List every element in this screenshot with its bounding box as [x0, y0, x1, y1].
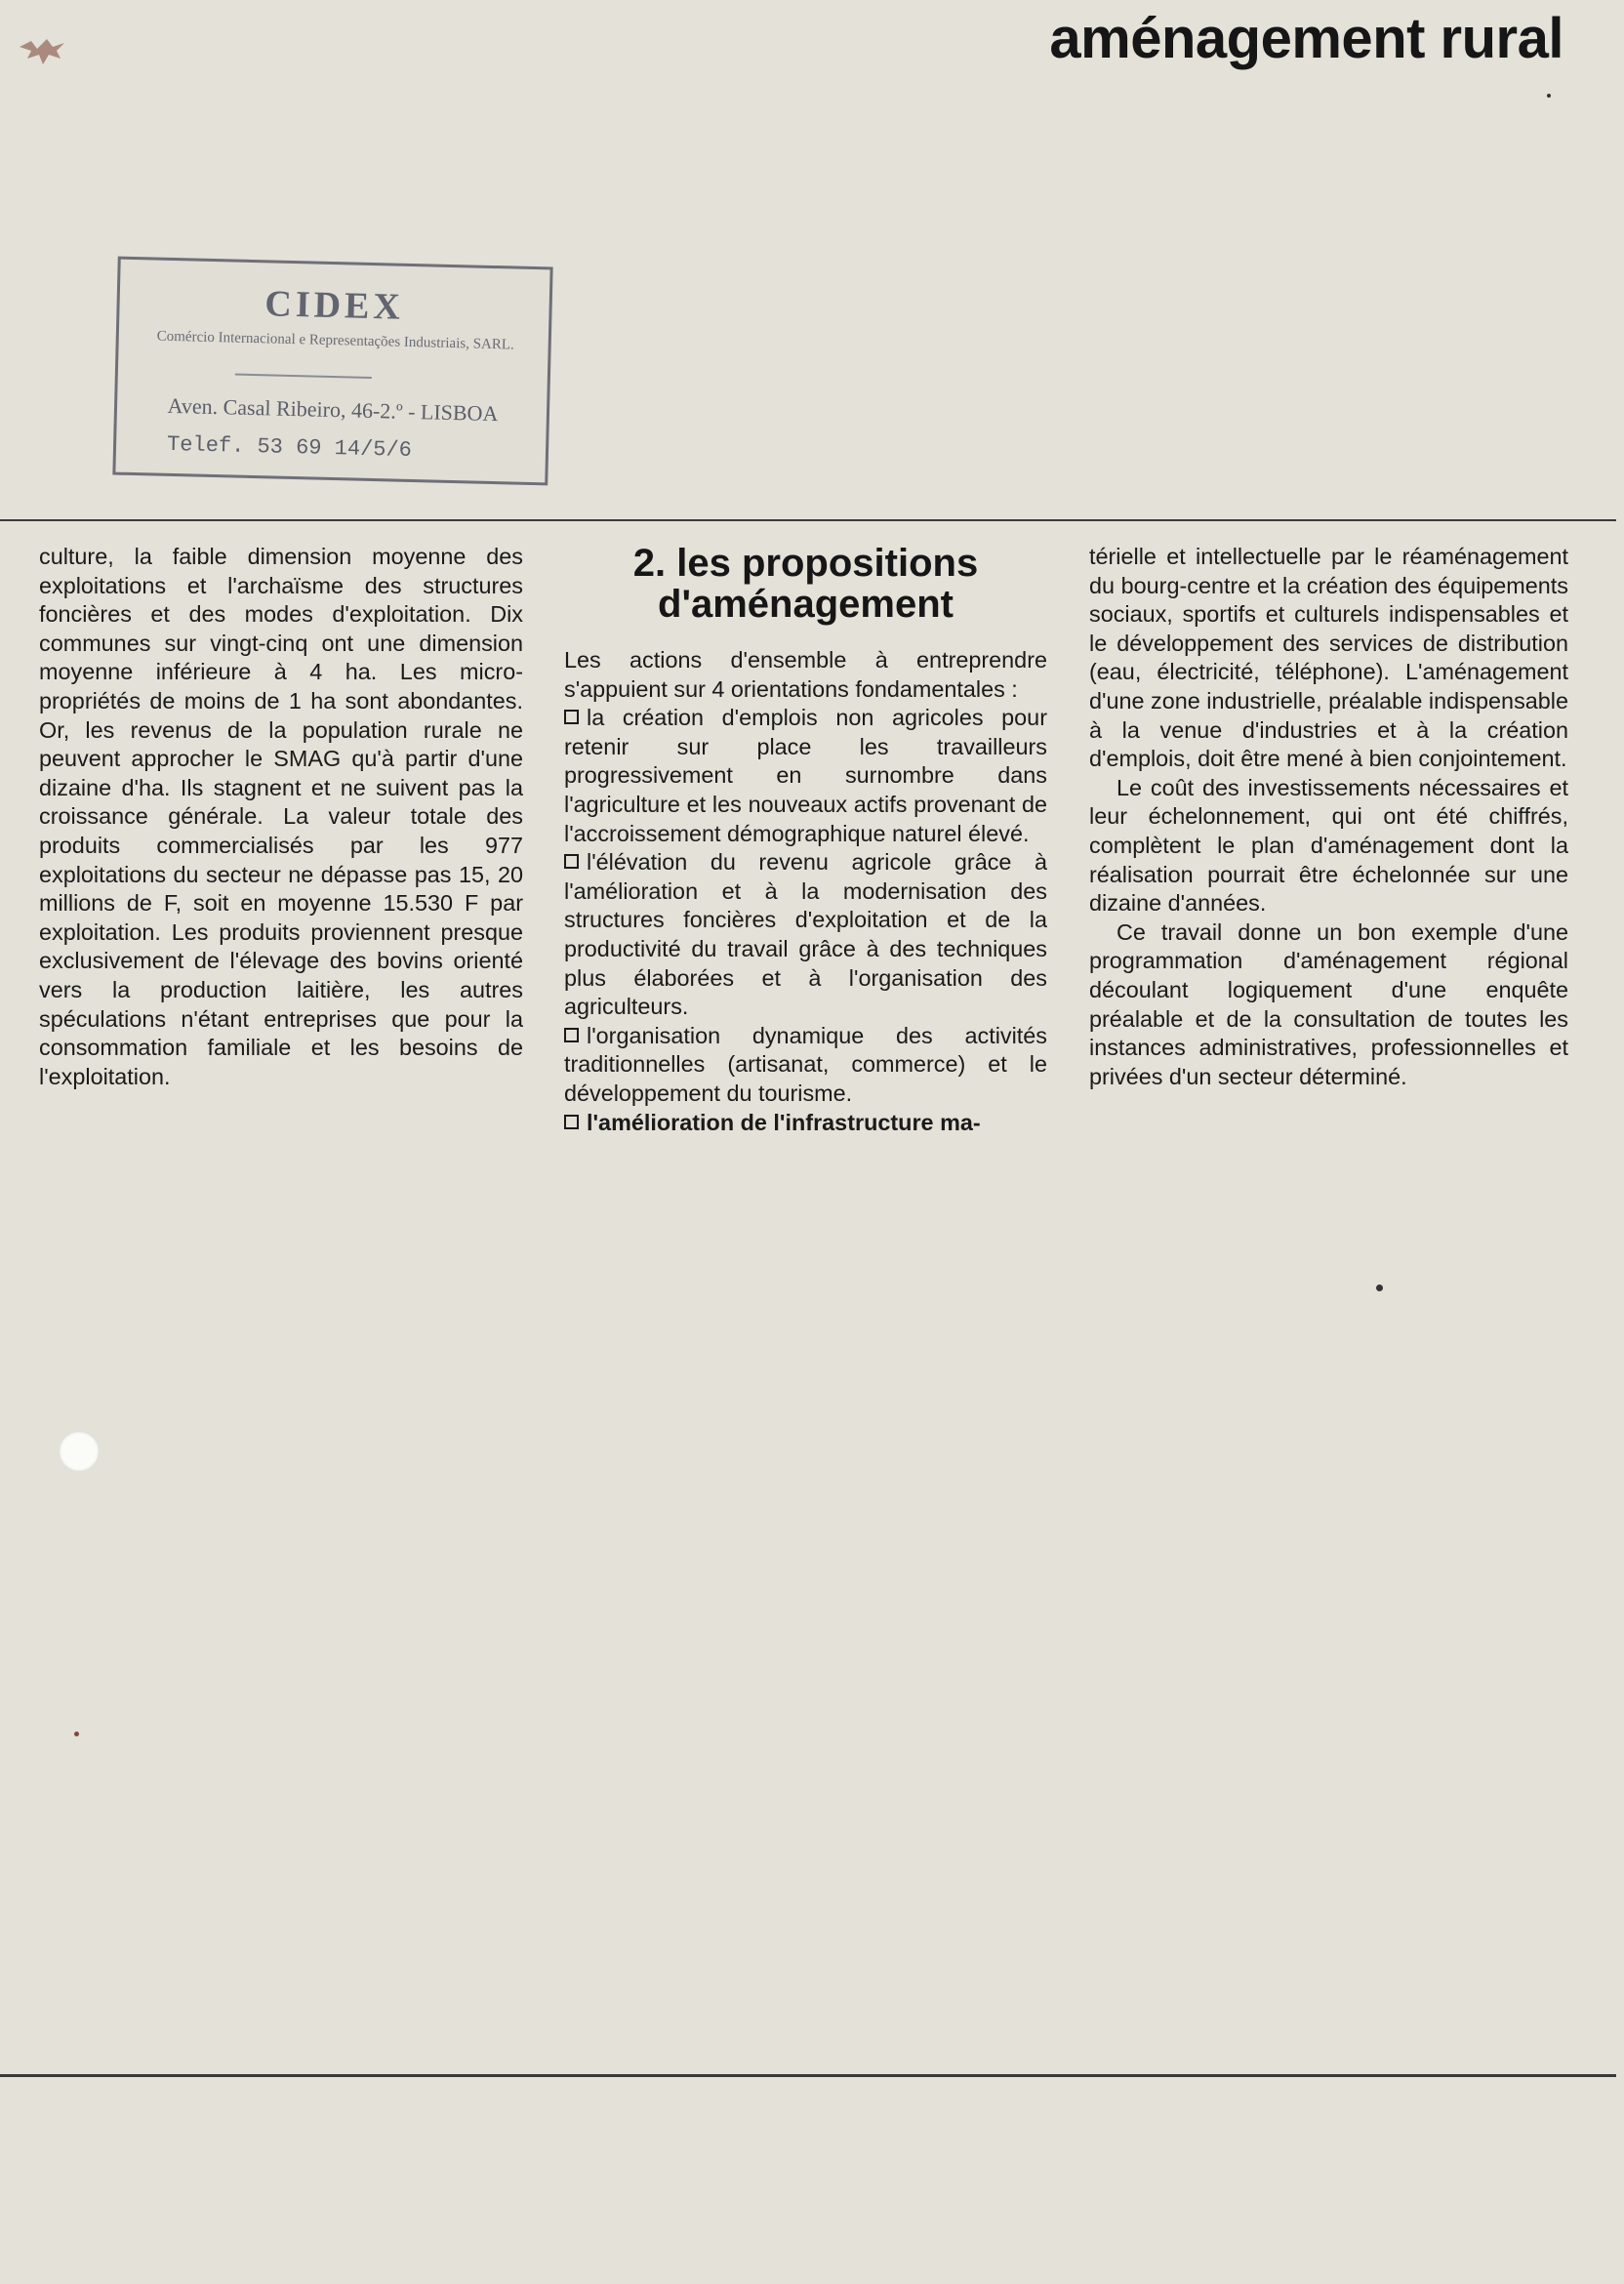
stamp-divider [235, 374, 372, 379]
ink-speck [74, 1732, 79, 1736]
section-heading: aménagement rural [1049, 7, 1563, 70]
list-item [564, 1109, 1047, 1138]
stamp-company-name: Comércio Internacional e Representações Industriais, SARL. [156, 328, 514, 353]
column-1 [39, 543, 523, 1091]
list-item-text: la création d'emplois non agricoles pour retenir sur place les travailleurs progressivement en surnombre dans l'agriculture et les nouveaux actifs provenant de l'accroissement démographique naturel élevé. [564, 705, 1047, 846]
column-1-paragraph: culture, la faible dimension moyenne des exploitations et l'archaïsme des structures foncières et des modes d'exploitation. Dix communes sur vingt-cinq ont une dimension moyenne inférieure à 4 ha. Les micro-propriétés de moins de 1 ha sont abondantes. Or, les revenus de la population rurale ne peuvent approcher le SMAG qu'à partir d'une dizaine d'ha. Ils stagnent et ne suivent pas la croissance générale. La valeur totale des produits commercialisés par les 977 exploitations du secteur ne dépasse pas 15, 20 millions de F, soit en moyenne 15.530 F par exploitation. Les produits proviennent presque exclusivement de l'élevage des bovins orienté vers la production laitière, les autres spéculations n'étant entreprises que pour la consommation familiale et les besoins de l'exploitation. [39, 544, 523, 1089]
subsection-title: 2. les propositions d'aménagement [632, 542, 979, 626]
checkbox-icon [564, 710, 579, 724]
column-2 [564, 543, 1047, 1137]
column-3-paragraph-2: Le coût des investissements nécessaires et leur échelonnement, qui ont été chiffrés, complètent le plan d'aménagement dont la réalisation pourrait être échelonnée sur une dizaine d'années. [1089, 774, 1568, 917]
list-item-text: l'amélioration de l'infrastructure ma- [587, 1109, 981, 1135]
checkbox-icon [564, 1115, 579, 1129]
corner-ink-mark [14, 20, 72, 70]
intro-paragraph: Les actions d'ensemble à entreprendre s'appuient sur 4 orientations fondamentales : [564, 647, 1047, 702]
punch-hole [59, 1431, 100, 1472]
top-divider [0, 519, 1616, 521]
checkbox-icon [564, 854, 579, 869]
list-item [564, 1022, 1047, 1109]
stamp-address: Aven. Casal Ribeiro, 46-2.º - LISBOA [167, 392, 499, 427]
ink-speck [1376, 1285, 1383, 1291]
stamp-phone: Telef. 53 69 14/5/6 [166, 431, 413, 463]
list-item-text: l'élévation du revenu agricole grâce à l'amélioration et à la modernisation des structures foncières d'exploitation et de la productivité du travail grâce à des techniques plus élaborées et à l'organisation des agriculteurs. [564, 849, 1047, 1020]
company-stamp [112, 257, 552, 486]
ink-speck [1547, 94, 1551, 98]
list-item [564, 704, 1047, 848]
checkbox-icon [564, 1028, 579, 1042]
column-3-paragraph-3: Ce travail donne un bon exemple d'une programmation d'aménagement régional découlant logiquement d'une enquête préalable et de la consultation de toutes les instances administratives, professionnelles et privées d'un secteur déterminé. [1089, 918, 1568, 1089]
list-item-text: l'organisation dynamique des activités traditionnelles (artisanat, commerce) et le développement du tourisme. [564, 1022, 1047, 1106]
stamp-logo: CIDEX [264, 283, 405, 328]
bottom-divider [0, 2074, 1616, 2077]
column-3 [1089, 543, 1568, 1091]
list-item [564, 848, 1047, 1022]
column-3-paragraph-1: térielle et intellectuelle par le réaménagement du bourg-centre et la création des équipements sociaux, sportifs et culturels indispensables et le développement des services de distribution (eau, électricité, téléphone). L'aménagement d'une zone industrielle, préalable indispensable à la venue d'industries et à la création d'emplois, doit être mené à bien conjointement. [1089, 544, 1568, 772]
